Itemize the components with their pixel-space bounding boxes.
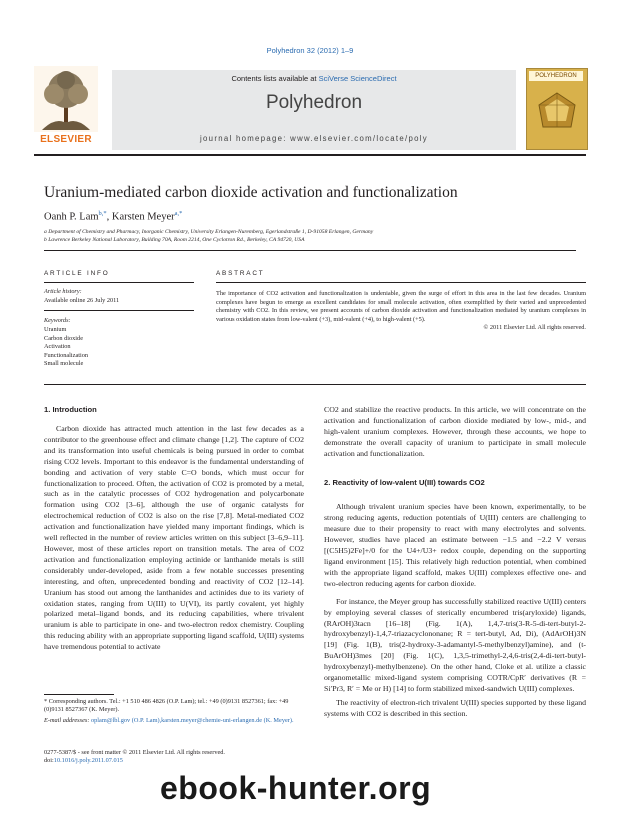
footer-front-matter [44, 749, 314, 766]
affiliation-b: b Lawrence Berkeley National Laboratory, Building 70A, Room 2214, One Cyclotron Rd., Berkeley, CA 94720, USA [44, 237, 305, 243]
journal-homepage[interactable]: journal homepage: www.elsevier.com/locate/poly [200, 134, 428, 143]
journal-reference[interactable]: Polyhedron 32 (2012) 1–9 [266, 46, 354, 55]
author-name[interactable]: Karsten Meyer [111, 211, 175, 223]
doi-link[interactable]: 10.1016/j.poly.2011.07.015 [53, 757, 123, 765]
contents-prefix: Contents lists available at [231, 74, 319, 83]
author-affiliation-marker[interactable]: b,* [98, 210, 107, 217]
article-info-rule [44, 282, 194, 283]
publisher-logo-text: ELSEVIER [40, 134, 92, 145]
keyword-item: Functionalization [44, 351, 89, 359]
watermark-text: ebook-hunter.org [160, 770, 432, 806]
intro-paragraph: Carbon dioxide has attracted much attention in the last few decades as a contributor to the greenhouse effect and climate change [1,2]. The capture of CO2 and its transformation into useful chemicals is being pursued in order to combat rising CO2 levels. Important to this endeavor is the fundamental understanding of bonding and activation of very stable C=O bonds, which must occur for functionalization to proceed. Often, the activation of CO2 is promoted by a metal, such as in the catalytic processes of CO2 hydrogenation and polycarbonate formation using CO2 [3–6], although the use of organic catalysts for electrochemical reduction of CO2 is also on the rise [7,8]. Metal-mediated CO2 activation and functionalization have yielded many important findings, which is well reflected in the number of review articles written on this subject [3–6,9–11]. However, most of these articles report on transition metals. The area of CO2 activation and functionalization employing actinide or lanthanide metals is still considerably under-developed, aside from a few notable successes presenting interesting, and often, unprecedented bonding and reactivity of CO2 [12–14]. Uranium has stood out among the lanthanides and actinides due to its variety of oxidation states, ranging from U(III) to U(VI), its partly covalent, yet highly polarized metal–ligand bonds, and its reducing capabilities, where trivalent uranium is able to participate in one- and two-electron redox chemistry. Coupling this reducing ability with an appropriate supporting ligand scaffold, U(III) systems have tremendous potential to activate [44, 424, 304, 652]
author-list: Oanh P. Lam$^{b,*}$, Karsten Meyer$^{a,*}$ [44, 210, 183, 223]
keyword-item: Carbon dioxide [44, 334, 83, 342]
tree-icon [34, 66, 98, 132]
email-links[interactable]: oplam@lbl.gov (O.P. Lam),karsten.meyer@chemie-uni-erlangen.de (K. Meyer). [91, 716, 294, 724]
section-heading-introduction: 1. Introduction [44, 405, 97, 414]
abstract-text [216, 290, 586, 333]
contents-line [112, 74, 516, 83]
history-value: Available online 26 July 2011 [44, 297, 120, 304]
article-info-heading: ARTICLE INFO [44, 270, 110, 277]
sciencedirect-link[interactable]: SciVerse ScienceDirect [318, 74, 397, 83]
abstract-bottom-rule [44, 384, 586, 385]
history-rule [44, 310, 194, 311]
section2-paragraph-3: The reactivity of electron-rich trivalent U(III) species supported by these ligand systems with CO2 is described in this section. [324, 697, 586, 718]
keyword-item: Uranium [44, 326, 67, 333]
right-column [324, 405, 586, 720]
left-column [44, 424, 304, 653]
issn-line: 0277-5387/$ - see front matter © 2011 Elsevier Ltd. All rights reserved. [44, 749, 225, 756]
continued-paragraph: CO2 and stabilize the reactive products. In this article, we will concentrate on the activation and functionalization of carbon dioxide mediated by low-, mid-, and high-valent uranium complexes. However, through these accounts, we hope to demonstrate the overall capacity of uranium to participate in small molecule activation and functionalization. [324, 405, 586, 458]
keyword-item: Small molecule [44, 360, 84, 368]
corresponding-author-note: * Corresponding authors. Tel.: +1 510 486 4826 (O.P. Lam); tel.: +49 (0)9131 8527361; fax: +49 (0)9131 8527367 (K. Meyer). [44, 698, 289, 714]
keywords-label: Keywords: [44, 317, 71, 324]
email-label: E-mail addresses: [44, 716, 91, 724]
article-title: Uranium-mediated carbon dioxide activation and functionalization [44, 184, 458, 201]
author-name[interactable]: Oanh P. Lam [44, 211, 99, 223]
keyword-item: Activation [44, 343, 71, 351]
cover-art-icon [527, 69, 587, 149]
author-affiliation-marker[interactable]: a,* [174, 210, 183, 217]
footnote-rule [44, 694, 114, 695]
keyword-list [44, 326, 88, 369]
affiliation-rule [44, 250, 576, 251]
abstract-body: The importance of CO2 activation and functionalization is undeniable, given the surge of effort in this area in the last few decades. Uranium complexes have begun to emerge as excellent candidates for small molecule activation, often exemplified by their varied and unprecedented chemistry with CO2. In this review, we present accounts of carbon dioxide activation and functionalization mediated by uranium complexes in various oxidation states from low-valent (+3), mid-valent (+4), to high-valent (+5). [216, 290, 586, 323]
cover-title: POLYHEDRON [529, 71, 583, 81]
abstract-copyright: © 2011 Elsevier Ltd. All rights reserved. [483, 324, 586, 331]
history-label: Article history: [44, 288, 82, 295]
affiliation-a: a Department of Chemistry and Pharmacy, Inorganic Chemistry, University Erlangen-Nuremberg, Egerlandstraße 1, D-91058 Erlangen, Germany [44, 229, 374, 235]
section-heading-reactivity: 2. Reactivity of low-valent U(III) towards CO2 [324, 477, 485, 487]
journal-title: Polyhedron [265, 92, 363, 113]
abstract-rule [216, 282, 586, 283]
header-rule [34, 154, 586, 156]
abstract-heading: ABSTRACT [216, 270, 265, 277]
doi-label: doi: [44, 757, 54, 765]
footnotes [44, 698, 306, 725]
section2-paragraph-1: Although trivalent uranium species have been known, experimentally, to be strong reducing agents, reduction potentials of U(III) centers are challenging to measure due to their propensity to react with many electrolytes and solvents. However, studies have placed an estimate between −1.5 and −2.2 V versus [(C5H5)2Fe]+/0 for the U4+/U3+ redox couple, depending on the supporting ligand environment [15]. This relatively high reduction potential, when combined with the appropriate ligand scaffold, makes U(III) complexes effective one- and two-electron reducing agents for carbon dioxide. [324, 502, 586, 588]
section2-paragraph-2: For instance, the Meyer group has successfully stabilized reactive U(III) centers by employing several classes of sterically encumbered tris(aryloxide) ligands, (RArOH)3tacn [16–18] (Fig. 1(A), 1,4,7-tris(3-R-5-di-tert-butyl-2-hydroxybenzyl)-1,4,7-triazacyclononane; R = tert-butyl, Ad, Di), (AdArOH)3N [19] (Fig. 1(B), tris(2-hydroxy-3-adamantyl-5-methylbenzyl)amine), and (t-BuArOH)3mes [20] (Fig. 1(C), 1,3,5-trimethyl-2,4,6-tris(2,4-di-tert-butyl- hydroxybenzyl)-methylbenzene). On the other hand, Cloke et al. utilize a classic organometallic mixed-ligand system comprising COTR/CpR′ derivatives (R = Si′Pr3, R′ = Me or H) [14] to form stabilized mixed-sandwich U(III) complexes. [324, 596, 586, 693]
